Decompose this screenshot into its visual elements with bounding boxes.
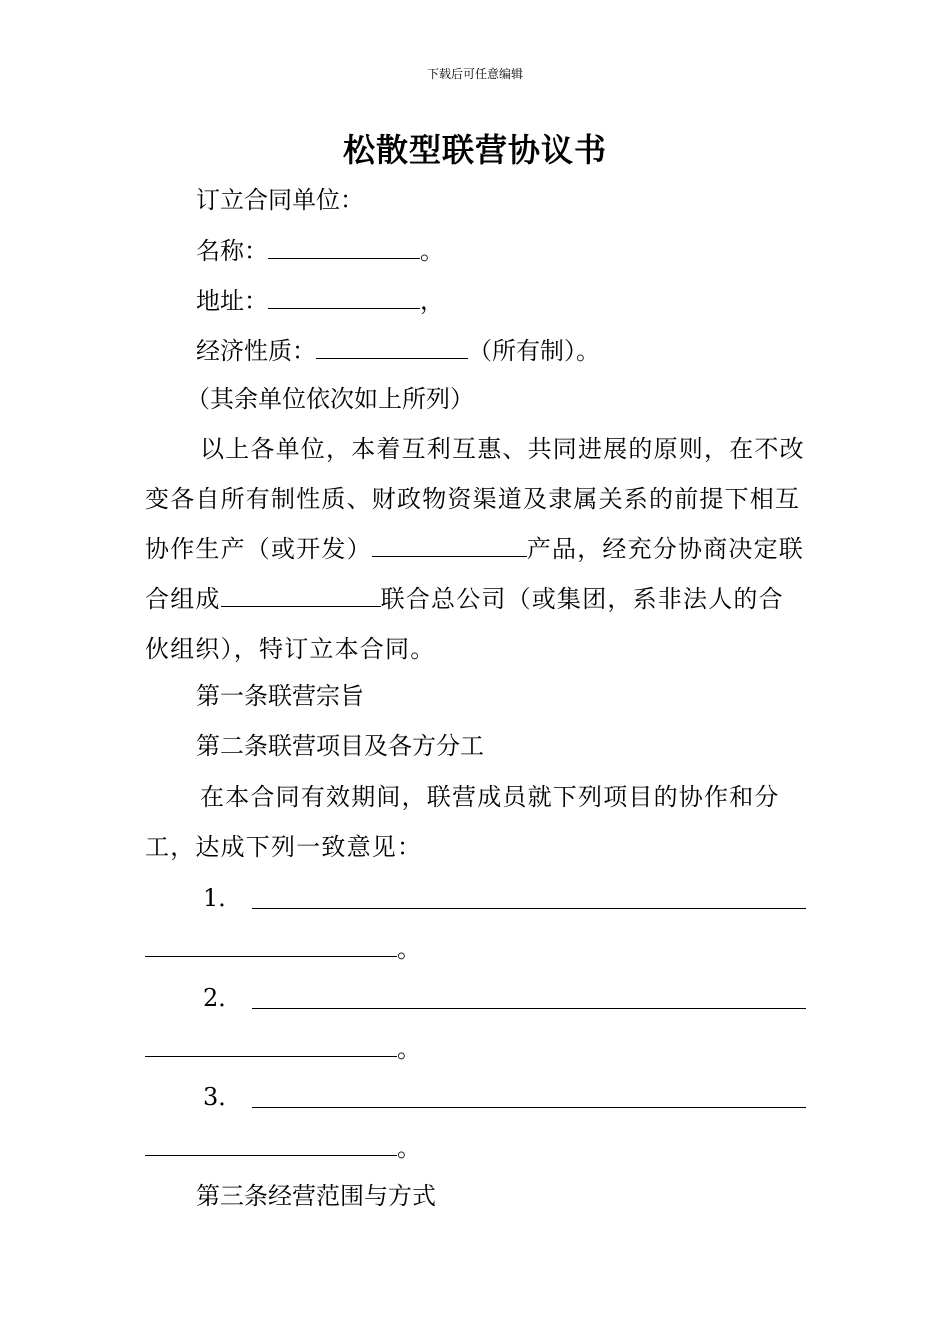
item-1-number: 1． <box>203 884 243 912</box>
item-1-end: 。 <box>397 935 421 963</box>
item-2-number: 2． <box>203 984 243 1012</box>
item-2-line-b <box>145 1032 421 1065</box>
preamble-part1: 以上各单位，本着互利互惠、共同进展的原则，在不改变各自所有制性质、财政物资渠道及隶属关系的前提下相互协作生产（或开发） <box>145 435 805 563</box>
item-2-blank-a[interactable] <box>252 984 806 1009</box>
economic-nature-blank[interactable] <box>316 334 468 359</box>
company-blank[interactable] <box>221 582 381 607</box>
article-1-heading: 第一条联营宗旨 <box>196 682 364 710</box>
document-title: 松散型联营协议书 <box>342 131 607 169</box>
address-end: ， <box>420 287 444 315</box>
item-3-line-a <box>203 1081 242 1113</box>
item-1-line-b <box>145 932 421 965</box>
item-3-blank-b[interactable] <box>145 1131 397 1156</box>
header-note: 下载后可任意编辑 <box>426 67 523 81</box>
item-3-blank-a[interactable] <box>252 1083 806 1108</box>
item-2-blank-b[interactable] <box>145 1032 397 1057</box>
economic-nature-end: （所有制）。 <box>468 337 600 365</box>
economic-nature-label: 经济性质： <box>196 337 316 365</box>
preamble-part2: 产品，经充分协商决定联合组成 <box>145 535 805 613</box>
item-1-line-a <box>203 882 242 914</box>
name-line <box>196 234 444 267</box>
article-3-heading: 第三条经营范围与方式 <box>196 1182 436 1210</box>
paragraph-preamble <box>145 424 807 674</box>
item-3-end: 。 <box>397 1134 421 1162</box>
address-blank[interactable] <box>268 284 420 309</box>
contract-parties-label: 订立合同单位： <box>196 186 364 214</box>
item-1-blank-a[interactable] <box>252 884 806 909</box>
other-units-note: （其余单位依次如上所列） <box>186 385 474 413</box>
name-blank[interactable] <box>268 234 420 259</box>
item-3-number: 3． <box>203 1083 243 1111</box>
item-3-line-b <box>145 1131 421 1164</box>
name-label: 名称： <box>196 237 268 265</box>
article-2-heading: 第二条联营项目及各方分工 <box>196 732 484 760</box>
preamble-part3: 联合总公司（或集团，系非法人的合伙组织），特订立本合同。 <box>145 585 784 663</box>
item-1-blank-b[interactable] <box>145 932 397 957</box>
item-2-line-a <box>203 982 242 1014</box>
name-end: 。 <box>420 237 444 265</box>
address-label: 地址： <box>196 287 268 315</box>
economic-nature-line <box>196 334 600 367</box>
paragraph-article-2: 在本合同有效期间，联营成员就下列项目的协作和分工，达成下列一致意见： <box>145 783 780 861</box>
product-blank[interactable] <box>372 532 527 557</box>
item-2-end: 。 <box>397 1035 421 1063</box>
address-line <box>196 284 444 317</box>
